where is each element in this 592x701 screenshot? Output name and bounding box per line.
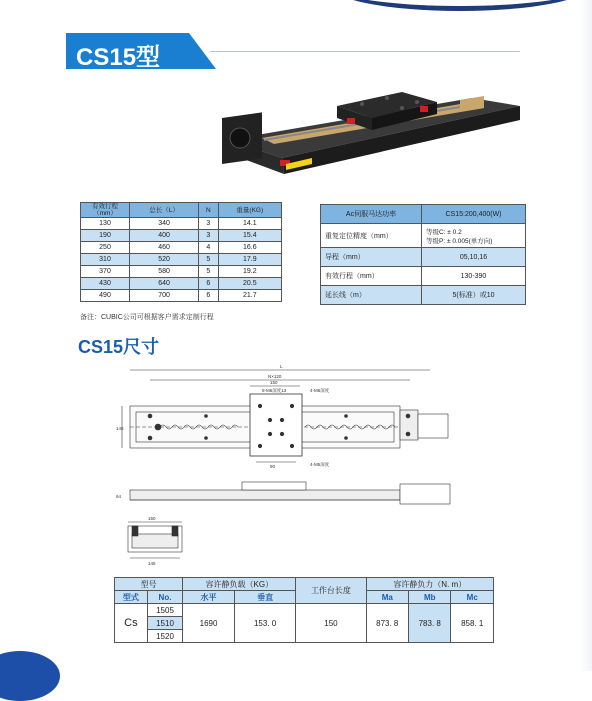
cell: 19.2 xyxy=(218,266,281,278)
dim-150b: 150 xyxy=(148,516,156,521)
title-divider xyxy=(210,51,520,52)
cell: 4 xyxy=(199,242,218,254)
top-decoration xyxy=(330,0,590,11)
load-header-no: No. xyxy=(147,591,183,604)
perf-value: 5(标准）或10 xyxy=(422,286,526,305)
cell: 370 xyxy=(81,266,130,278)
dim-n120: N×120 xyxy=(268,374,282,379)
cell: 400 xyxy=(130,230,199,242)
load-vertical: 153. 0 xyxy=(234,604,296,643)
section-title: CS15尺寸 xyxy=(78,337,160,357)
load-header-moment: 容许静负力（N. m） xyxy=(366,578,493,591)
label-m6: 4-M6深度 xyxy=(310,388,330,393)
cell: 190 xyxy=(81,230,130,242)
table-row xyxy=(81,290,282,302)
table-row xyxy=(81,254,282,266)
cell: 15.4 xyxy=(218,230,281,242)
perf-label: 导程（mm） xyxy=(321,248,422,267)
cell: 490 xyxy=(81,290,130,302)
cell: 6 xyxy=(199,278,218,290)
load-table xyxy=(114,577,494,643)
cell: 310 xyxy=(81,254,130,266)
cell: 6 xyxy=(199,290,218,302)
cell: 130 xyxy=(81,218,130,230)
dim-145a: 145 xyxy=(116,426,124,431)
cell: 340 xyxy=(130,218,199,230)
spec-header-weight: 重量(KG) xyxy=(218,203,281,218)
load-header-mc: Mc xyxy=(451,591,494,604)
perf-value: 130-390 xyxy=(422,267,526,286)
bottom-decoration xyxy=(0,651,60,701)
load-header-vertical: 垂直 xyxy=(234,591,296,604)
load-mb: 783. 8 xyxy=(408,604,450,643)
cell: 3 xyxy=(199,218,218,230)
perf-label: 延长线（m） xyxy=(321,286,422,305)
cell: 5 xyxy=(199,266,218,278)
load-horizontal: 1690 xyxy=(183,604,235,643)
cell: 21.7 xyxy=(218,290,281,302)
load-header-model: 型号 xyxy=(115,578,183,591)
load-stroke: 150 xyxy=(296,604,366,643)
load-header-ma: Ma xyxy=(366,591,408,604)
cell: 250 xyxy=(81,242,130,254)
cell: 5 xyxy=(199,254,218,266)
cell: 14.1 xyxy=(218,218,281,230)
perf-header-right: CS15:200,400(W) xyxy=(422,205,526,224)
dimension-drawing xyxy=(110,358,480,573)
load-type: Cs xyxy=(115,604,148,643)
label-m8: 8-M6深度13 xyxy=(262,388,287,393)
product-photo xyxy=(222,78,522,188)
dim-90: 90 xyxy=(270,464,276,469)
cell: 580 xyxy=(130,266,199,278)
load-no: 1520 xyxy=(147,630,183,643)
load-header-type: 型式 xyxy=(115,591,148,604)
footnote: 备注：CUBIC公司可根据客户需求定制行程 xyxy=(80,314,214,321)
table-row xyxy=(81,278,282,290)
table-row xyxy=(321,248,526,267)
perf-header-left: Ac伺服马达功率 xyxy=(321,205,422,224)
cell: 700 xyxy=(130,290,199,302)
right-edge-decoration xyxy=(580,0,592,671)
cell: 460 xyxy=(130,242,199,254)
load-no: 1510 xyxy=(147,617,183,630)
table-row xyxy=(81,218,282,230)
table-row xyxy=(321,224,526,248)
cell: 520 xyxy=(130,254,199,266)
table-row xyxy=(81,266,282,278)
spec-header-length: 总长（L） xyxy=(130,203,199,218)
load-header-mb: Mb xyxy=(408,591,450,604)
load-no: 1505 xyxy=(147,604,183,617)
cell: 3 xyxy=(199,230,218,242)
dim-L: L xyxy=(280,364,283,369)
perf-label: 重复定位精度（mm） xyxy=(321,224,422,248)
perf-value: 等级C: ± 0.2 等级P: ± 0.005(单方向) xyxy=(422,224,526,248)
page-title: CS15型 xyxy=(76,44,161,71)
table-row xyxy=(321,267,526,286)
label-m5: 4-M5深度 xyxy=(310,462,330,467)
load-header-horizontal: 水平 xyxy=(183,591,235,604)
cell: 17.9 xyxy=(218,254,281,266)
spec-header-n: N xyxy=(199,203,218,218)
load-header-static: 容许静负载（KG） xyxy=(183,578,296,591)
spec-table xyxy=(80,202,282,302)
perf-value: 05,10,16 xyxy=(422,248,526,267)
cell: 640 xyxy=(130,278,199,290)
table-row xyxy=(81,242,282,254)
table-row xyxy=(81,230,282,242)
load-ma: 873. 8 xyxy=(366,604,408,643)
load-header-stroke: 工作台长度 xyxy=(296,578,366,604)
spec-header-stroke: 有效行程 （mm） xyxy=(81,203,130,218)
table-row xyxy=(321,286,526,305)
dim-64: 64 xyxy=(116,494,122,499)
cell: 16.6 xyxy=(218,242,281,254)
cell: 20.5 xyxy=(218,278,281,290)
load-mc: 858. 1 xyxy=(451,604,494,643)
performance-table xyxy=(320,204,526,305)
dim-145b: 145 xyxy=(148,561,156,566)
dim-150: 150 xyxy=(270,380,278,385)
cell: 430 xyxy=(81,278,130,290)
table-row xyxy=(115,604,494,617)
perf-label: 有效行程（mm） xyxy=(321,267,422,286)
